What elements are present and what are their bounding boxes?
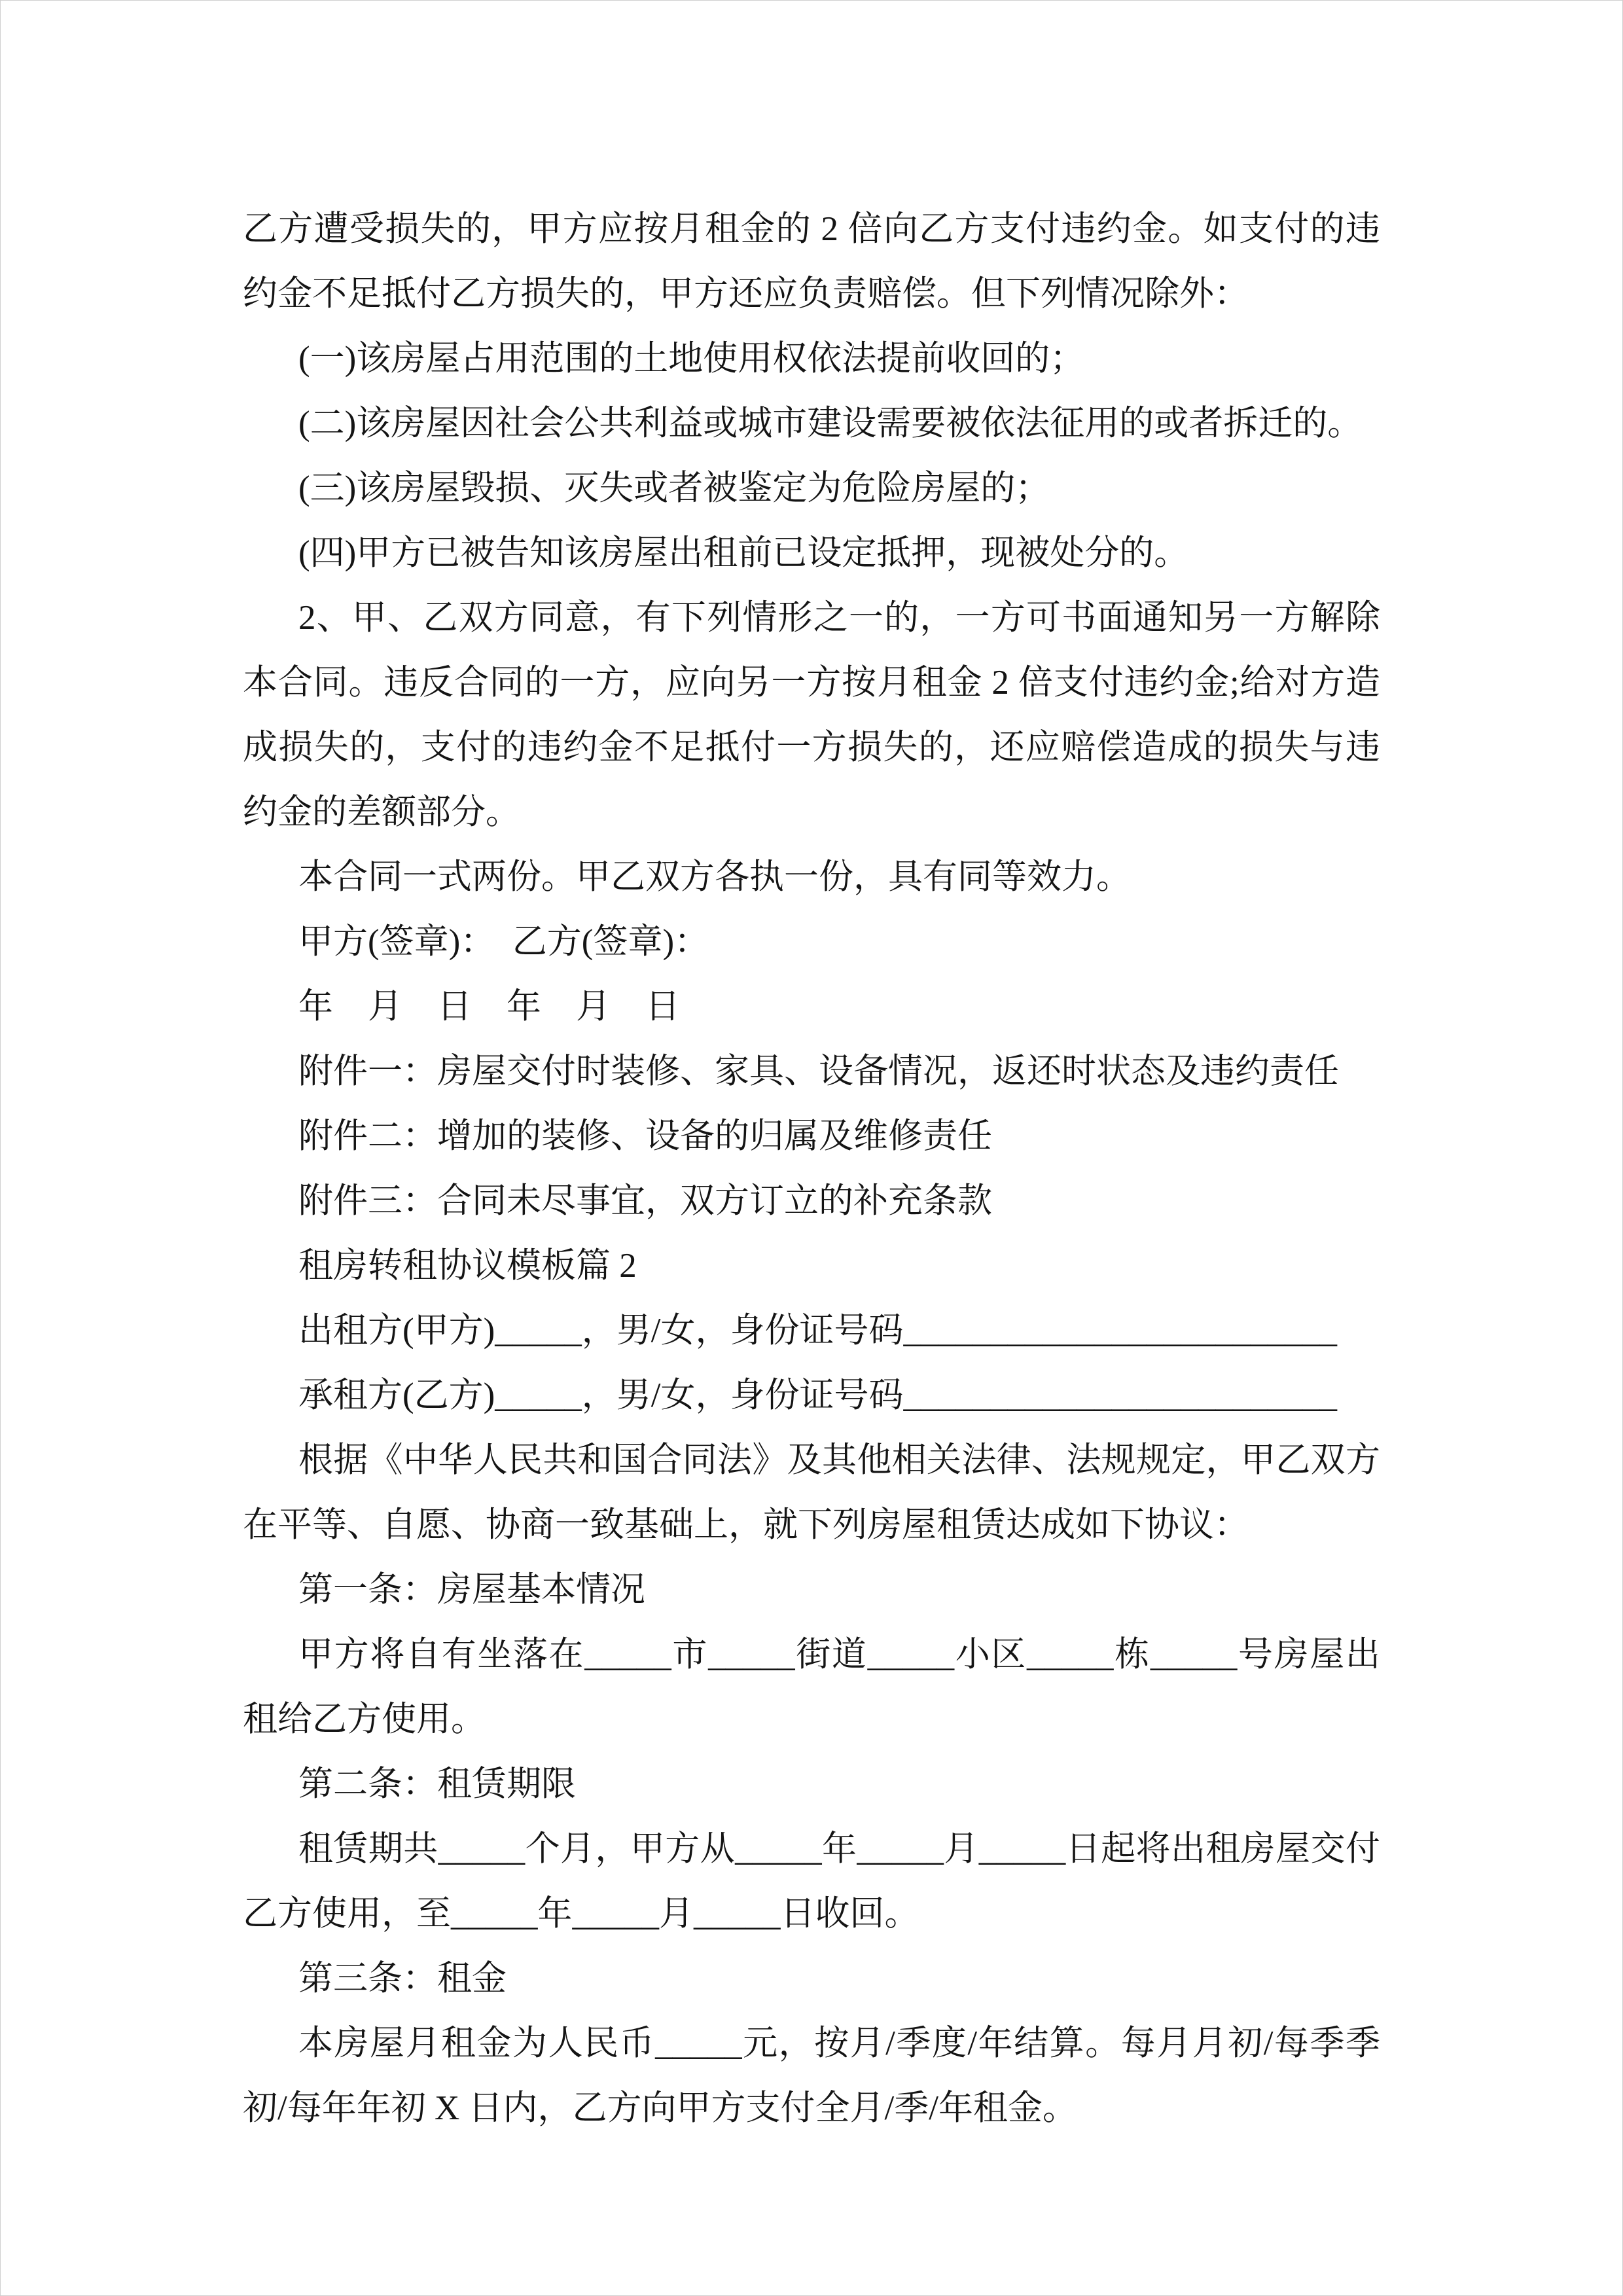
signature-line: 甲方(签章)： 乙方(签章)： — [298, 923, 709, 961]
attachment-3: 附件三：合同未尽事宜，双方订立的补充条款 — [298, 1182, 992, 1220]
lessor-party-line: 出租方(甲方)_____，男/女，身份证号码_________________________ — [298, 1312, 1338, 1350]
article-3-title: 第三条：租金 — [298, 1960, 507, 1998]
exception-item-2: (二)该房屋因社会公共利益或城市建设需要被依法征用的或者拆迁的。 — [298, 404, 1363, 442]
attachment-1: 附件一：房屋交付时装修、家具、设备情况，返还时状态及违约责任 — [298, 1052, 1339, 1090]
article-2-title: 第二条：租赁期限 — [298, 1765, 576, 1803]
attachment-2: 附件二：增加的装修、设备的归属及维修责任 — [298, 1117, 992, 1155]
exception-item-1: (一)该房屋占用范围的土地使用权依法提前收回的； — [298, 340, 1085, 378]
clause-continuation-penalty: 乙方遭受损失的，甲方应按月租金的 2 倍向乙方支付违约金。如支付的违约金不足抵付乙方损失的，甲方还应负责赔偿。但下列情况除外： — [243, 210, 1380, 313]
legal-basis-clause: 根据《中华人民共和国合同法》及其他相关法律、法规规定，甲乙双方在平等、自愿、协商一致基础上，就下列房屋租赁达成如下协议： — [243, 1441, 1380, 1544]
article-3-body: 本房屋月租金为人民币_____元，按月/季度/年结算。每月月初/每季季初/每年年初 X 日内，乙方向甲方支付全月/季/年租金。 — [243, 2024, 1380, 2127]
date-line: 年 月 日 年 月 日 — [298, 988, 680, 1026]
article-2-body: 租赁期共_____个月，甲方从_____年_____月_____日起将出租房屋交付乙方使用，至_____年_____月_____日收回。 — [243, 1830, 1380, 1933]
article-1-title: 第一条：房屋基本情况 — [298, 1571, 645, 1609]
template-2-heading: 租房转租协议模板篇 2 — [298, 1247, 637, 1285]
exception-item-3: (三)该房屋毁损、灭失或者被鉴定为危险房屋的； — [298, 469, 1050, 507]
copies-clause: 本合同一式两份。甲乙双方各执一份，具有同等效力。 — [298, 858, 1131, 896]
clause-2-termination: 2、甲、乙双方同意，有下列情形之一的，一方可书面通知另一方解除本合同。违反合同的一方，应向另一方按月租金 2 倍支付违约金;给对方造成损失的，支付的违约金不足抵付一方损失的，还应赔偿造成的损失与违约金的差额部分。 — [243, 599, 1380, 831]
lessee-party-line: 承租方(乙方)_____，男/女，身份证号码_________________________ — [298, 1376, 1338, 1414]
exception-item-4: (四)甲方已被告知该房屋出租前已设定抵押，现被处分的。 — [298, 534, 1189, 572]
article-1-body: 甲方将自有坐落在_____市_____街道_____小区_____栋_____号房屋出租给乙方使用。 — [243, 1636, 1380, 1738]
